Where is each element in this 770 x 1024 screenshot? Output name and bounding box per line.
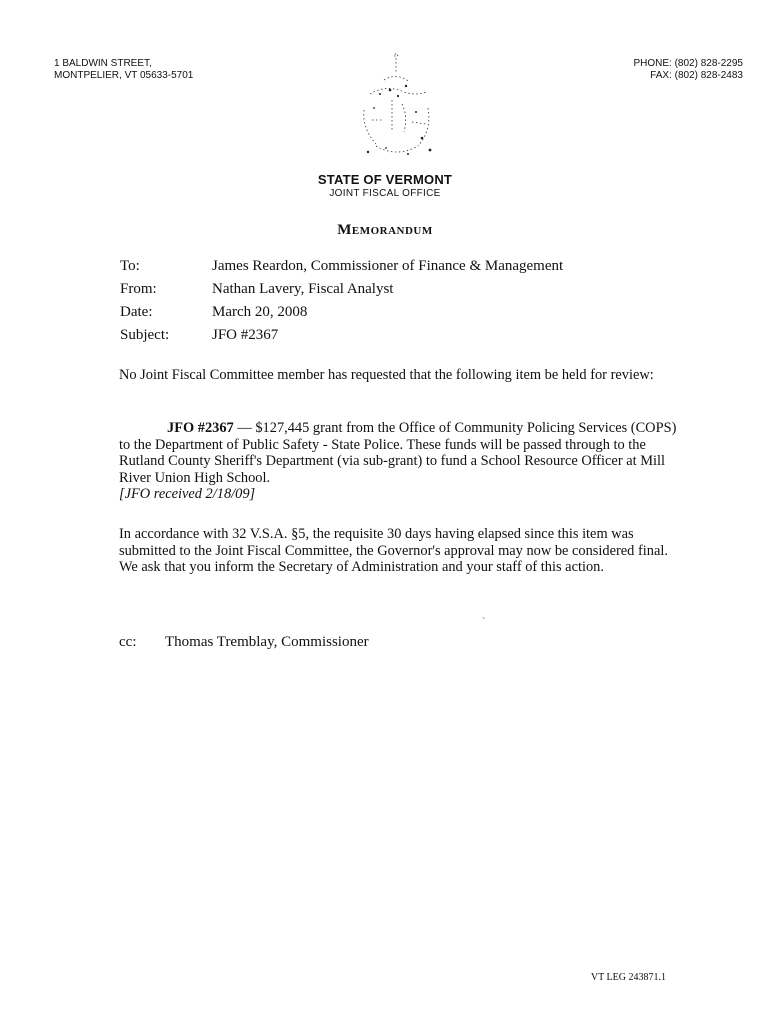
field-date-value: March 20, 2008: [212, 304, 308, 320]
approval-paragraph: In accordance with 32 V.S.A. §5, the requisite 30 days having elapsed since this item was submitted to the Joint Fiscal Committee, the Governor's approval may now be considered final. We ask that you inform the Secretary of Administration and your staff of this action.: [119, 526, 668, 575]
cc-line: [119, 634, 369, 651]
letterhead-address: [54, 58, 193, 82]
field-subject-label: Subject:: [120, 327, 170, 343]
field-from-value: Nathan Lavery, Fiscal Analyst: [212, 281, 394, 297]
field-subject: [120, 324, 563, 347]
item-description: — $127,445 grant from the Office of Community Policing Services (COPS) to the Department of Public Safety - State Police. These funds will be passed through to the Rutland County Sheriff's Department (via sub-grant) to fund a School Resource Officer at Mill River Union High School.: [119, 420, 677, 486]
cc-recipient: Thomas Tremblay, Commissioner: [165, 634, 369, 650]
address-line-1: 1 BALDWIN STREET,: [54, 58, 152, 69]
field-subject-value: JFO #2367: [212, 327, 279, 343]
office-name: JOINT FISCAL OFFICE: [329, 188, 441, 199]
item-id: JFO #2367: [167, 420, 234, 436]
field-date-label: Date:: [120, 304, 153, 320]
state-name: STATE OF VERMONT: [317, 172, 453, 187]
field-to-label: To:: [120, 258, 140, 274]
item-received-date: [JFO received 2/18/09]: [119, 486, 256, 502]
field-date: [120, 301, 563, 324]
memo-title: Memorandum: [337, 222, 433, 238]
cc-label: cc:: [119, 634, 137, 650]
scan-mark: `: [482, 617, 486, 628]
letterhead-contact: [633, 58, 743, 82]
field-to: [120, 255, 563, 278]
field-from: [120, 278, 563, 301]
fax-number: FAX: (802) 828-2483: [650, 70, 743, 81]
intro-paragraph: No Joint Fiscal Committee member has requested that the following item be held for review:: [119, 367, 654, 383]
address-line-2: MONTPELIER, VT 05633-5701: [54, 70, 194, 81]
memo-header-fields: [120, 255, 563, 347]
field-from-label: From:: [120, 281, 157, 297]
phone-number: PHONE: (802) 828-2295: [633, 58, 743, 69]
document-id: VT LEG 243871.1: [590, 972, 666, 983]
item-paragraph: [119, 420, 679, 503]
field-to-value: James Reardon, Commissioner of Finance & Management: [212, 258, 564, 274]
state-seal-icon: [346, 50, 446, 162]
